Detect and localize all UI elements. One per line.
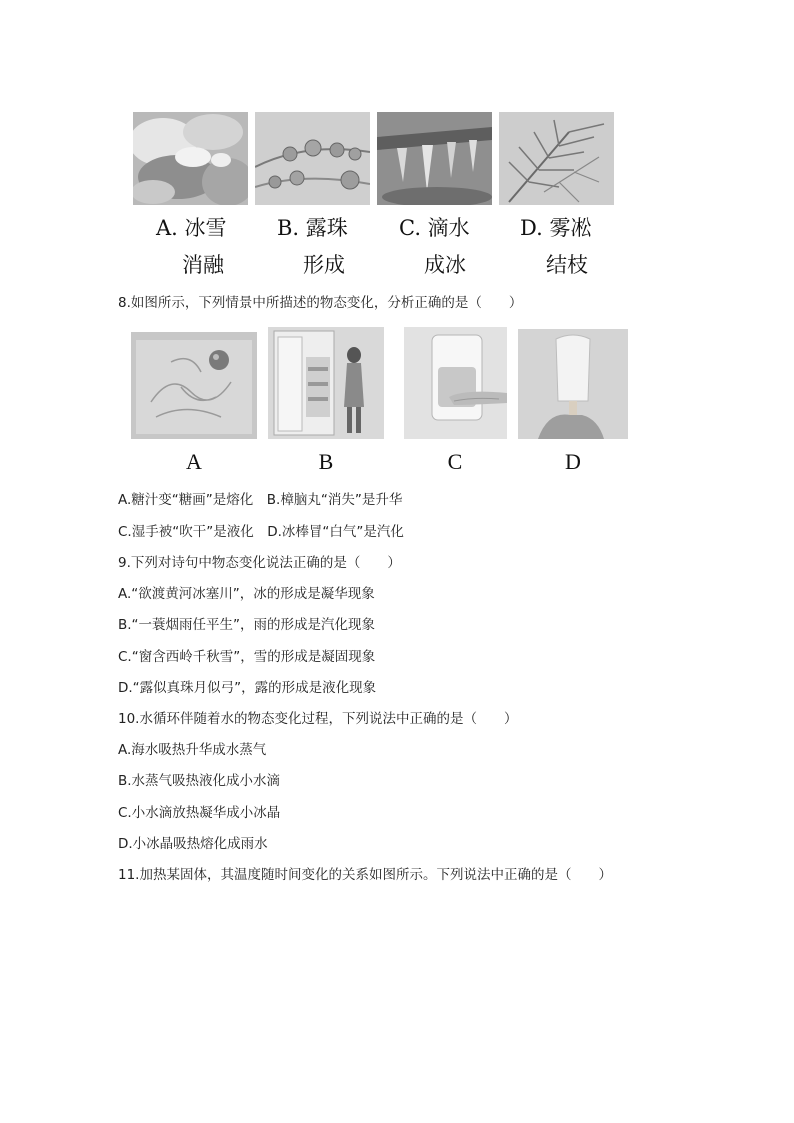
q10-option-c: C.小水滴放热凝华成小冰晶: [118, 805, 281, 821]
q8-options-line1: A.糖汁变“糖画”是熔化 B.樟脑丸“消失”是升华: [118, 492, 403, 508]
q7-option-b-line1: B. 露珠: [277, 216, 348, 240]
wardrobe-mothball-photo: [268, 327, 384, 439]
dew-drops-photo: [255, 112, 370, 205]
q7-option-b-line2: 形成: [303, 253, 345, 277]
popsicle-photo: [518, 329, 628, 439]
q10-option-d: D.小冰晶吸热熔化成雨水: [118, 836, 268, 852]
q7-option-a-line2: 消融: [182, 253, 224, 277]
q9-option-c: C.“窗含西岭千秋雪”，雪的形成是凝固现象: [118, 649, 376, 665]
q8-image-label-b: B: [318, 449, 334, 474]
rime-branch-photo: [499, 112, 614, 205]
q10-stem: 10.水循环伴随着水的物态变化过程，下列说法中正确的是（ ）: [118, 711, 518, 727]
q11-stem: 11.加热某固体，其温度随时间变化的关系如图所示。下列说法中正确的是（ ）: [118, 867, 612, 883]
q9-stem: 9.下列对诗句中物态变化说法正确的是（ ）: [118, 555, 401, 571]
q7-option-a-line1: A. 冰雪: [156, 216, 227, 240]
q10-option-b: B.水蒸气吸热液化成小水滴: [118, 773, 281, 789]
q9-option-a: A.“欲渡黄河冰塞川”，冰的形成是凝华现象: [118, 586, 375, 602]
q8-image-label-d: D: [565, 449, 581, 474]
q7-option-d-line1: D. 雾凇: [520, 216, 592, 240]
q7-option-d-line2: 结枝: [546, 253, 588, 277]
q8-image-label-a: A: [186, 449, 202, 474]
q8-stem: 8.如图所示，下列情景中所描述的物态变化，分析正确的是（ ）: [118, 295, 523, 311]
sugar-painting-photo: [131, 332, 257, 439]
q7-option-c-line1: C. 滴水: [399, 216, 470, 240]
q8-image-label-c: C: [447, 449, 463, 474]
q10-option-a: A.海水吸热升华成水蒸气: [118, 742, 267, 758]
hand-dryer-photo: [404, 327, 507, 439]
q9-option-d: D.“露似真珠月似弓”，露的形成是液化现象: [118, 680, 377, 696]
icicles-photo: [377, 112, 492, 205]
melting-ice-snow-photo: [133, 112, 248, 205]
q8-options-line2: C.湿手被“吹干”是液化 D.冰棒冒“白气”是汽化: [118, 524, 404, 540]
q7-option-c-line2: 成冰: [424, 253, 466, 277]
q9-option-b: B.“一蓑烟雨任平生”，雨的形成是汽化现象: [118, 617, 376, 633]
